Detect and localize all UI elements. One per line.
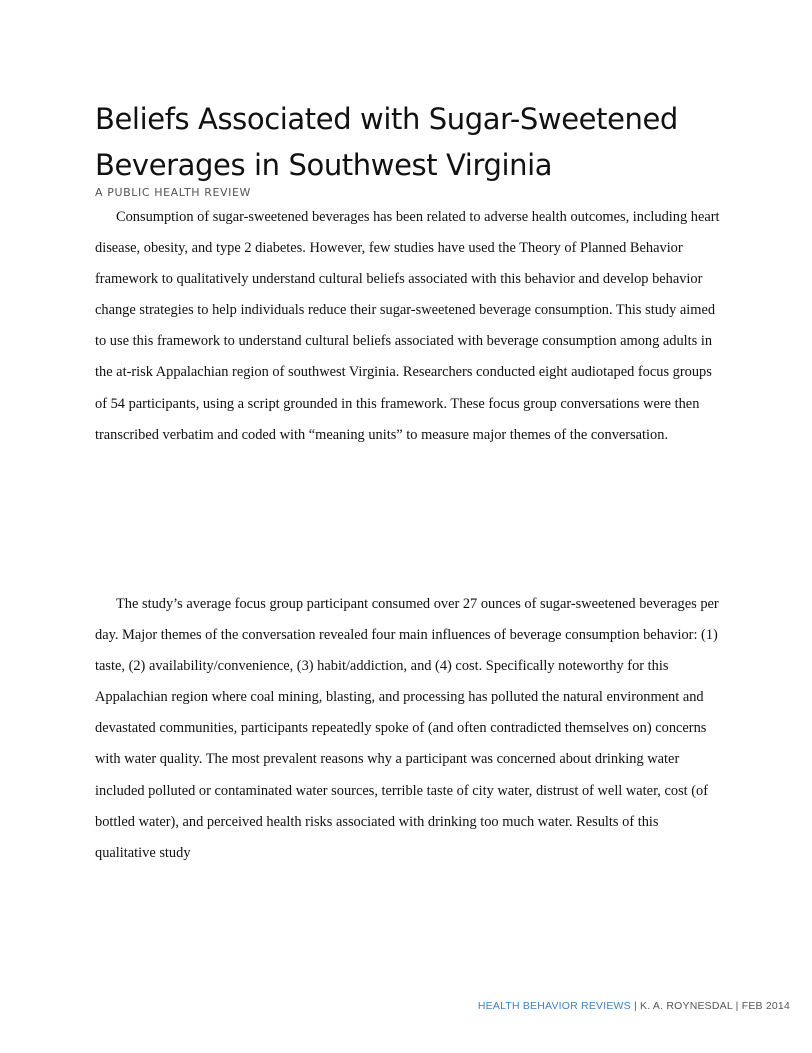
footer-journal-name: HEALTH BEHAVIOR REVIEWS	[477, 1000, 631, 1012]
body-paragraph-2: The study’s average focus group participant consumed over 27 ounces of sugar-sweetened beverages per day. Major themes of the conversation revealed four main influences of beverage consumption behavior: (1) taste, (2) availability/convenience, (3) habit/addiction, and (4) cost. Specifically noteworthy for this Appalachian region where coal mining, blasting, and processing has polluted the natural environment and devastated communities, participants repeatedly spoke of (and often contradicted themselves on) concerns with water quality. The most prevalent reasons why a participant was concerned about drinking water included polluted or contaminated water sources, terrible taste of city water, distrust of well water, cost (of bottled water), and perceived health risks associated with drinking too much water. Results of this qualitative study	[95, 596, 719, 861]
document-title: Beliefs Associated with Sugar-Sweetened Beverages in Southwest Virginia	[95, 102, 678, 182]
document-subtitle: A PUBLIC HEALTH REVIEW	[95, 186, 252, 199]
footer-separator: |	[630, 1000, 641, 1012]
page-footer	[478, 1000, 790, 1012]
footer-separator: |	[732, 1000, 742, 1012]
body-paragraph-1: Consumption of sugar-sweetened beverages has been related to adverse health outcomes, including heart disease, obesity, and type 2 diabetes. However, few studies have used the Theory of Planned Behavior framework to qualitatively understand cultural beliefs associated with this behavior and develop behavior change strategies to help individuals reduce their sugar-sweetened beverage consumption. This study aimed to use this framework to understand cultural beliefs associated with beverage consumption among adults in the at-risk Appalachian region of southwest Virginia. Researchers conducted eight audiotaped focus groups of 54 participants, using a script grounded in this framework. These focus group conversations were then transcribed verbatim and coded with “meaning units” to measure major themes of the conversation.	[95, 209, 720, 443]
footer-date: FEB 2014	[741, 1000, 790, 1012]
footer-author: K. A. ROYNESDAL	[640, 1000, 733, 1012]
